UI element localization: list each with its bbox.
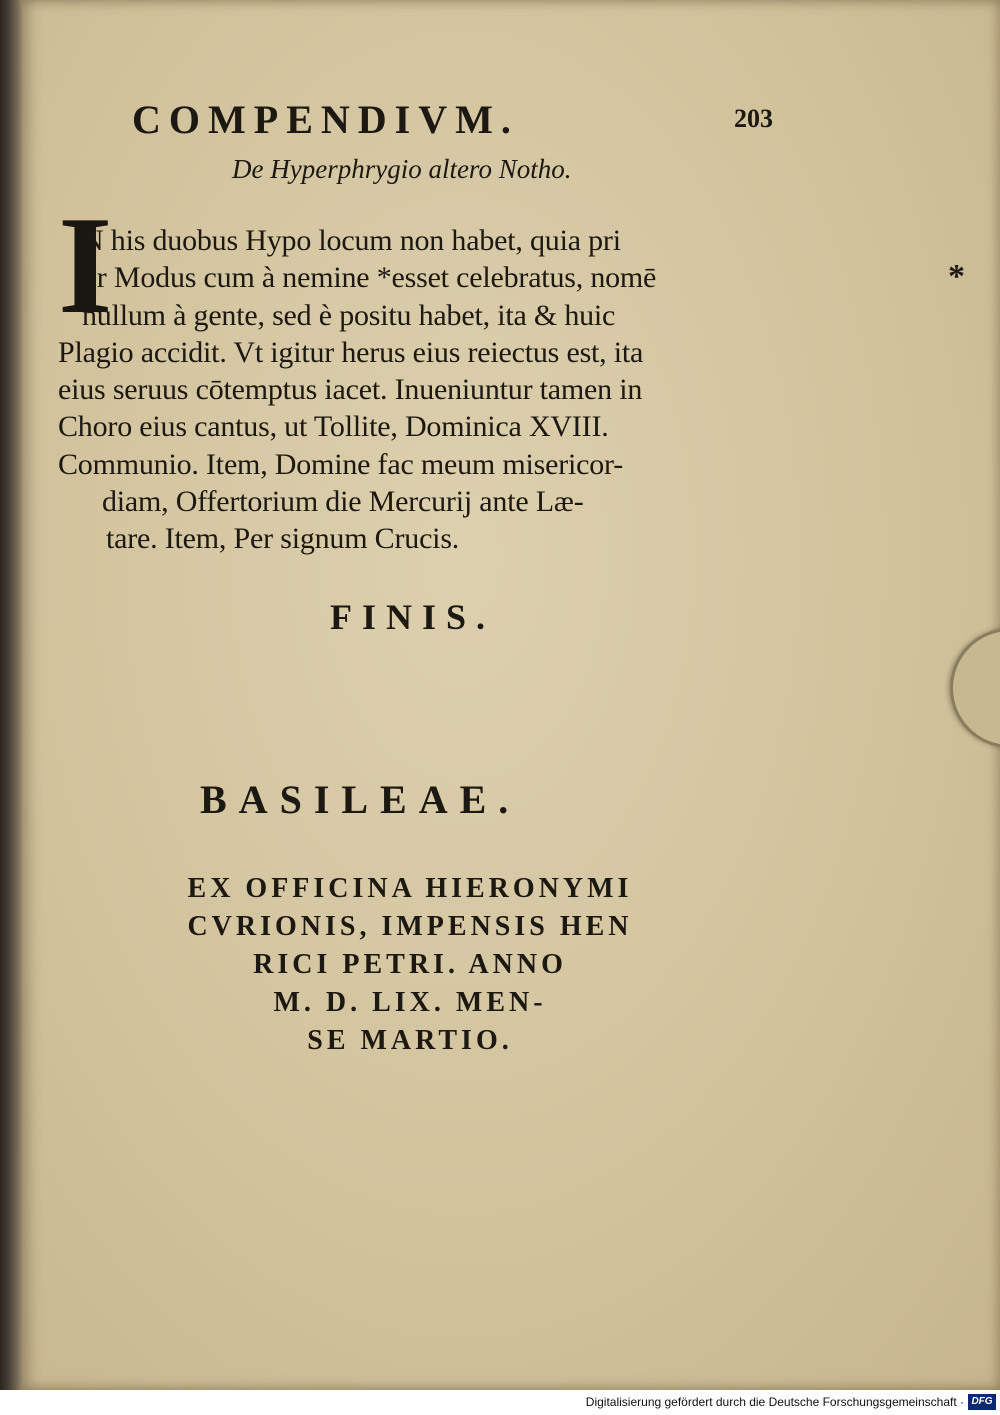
body-paragraph <box>58 222 798 558</box>
imprint-line: CVRIONIS, IMPENSIS HEN <box>187 911 633 942</box>
imprint-block <box>100 870 720 1060</box>
book-gutter <box>0 0 24 1390</box>
imprint-place: BASILEAE. <box>200 777 521 822</box>
drop-cap-initial: I <box>58 188 113 343</box>
imprint-line: SE MARTIO. <box>307 1025 513 1056</box>
margin-asterisk: * <box>948 258 965 295</box>
page-number: 203 <box>734 104 773 133</box>
body-line: or Modus cum à nemine *esset celebratus, nomē <box>82 261 657 295</box>
imprint-line: EX OFFICINA HIERONYMI <box>187 873 633 904</box>
section-subtitle: De Hyperphrygio altero Notho. <box>232 154 572 184</box>
body-line: diam, Offertorium die Mercurij ante Læ- <box>102 485 584 519</box>
body-line: nullum à gente, sed è positu habet, ita & huic <box>82 298 616 332</box>
body-line: Communio. Item, Domine fac meum misericor- <box>58 447 624 481</box>
body-line: Choro eius cantus, ut Tollite, Dominica XVIII. <box>58 410 609 444</box>
body-line: eius seruus cōtemptus iacet. Inueniuntur tamen in <box>58 373 643 407</box>
running-head: COMPENDIVM. <box>132 97 519 142</box>
imprint-line: M. D. LIX. MEN- <box>273 987 547 1018</box>
body-line: Plagio accidit. Vt igitur herus eius reiectus est, ita <box>58 335 644 369</box>
body-line: N his duobus Hypo locum non habet, quia pri <box>82 224 621 257</box>
dfg-logo: DFG <box>968 1394 996 1410</box>
body-line: tare. Item, Per signum Crucis. <box>106 522 460 556</box>
book-page <box>22 0 1000 1390</box>
finis-heading: FINIS. <box>330 597 496 637</box>
imprint-line: RICI PETRI. ANNO <box>253 949 567 980</box>
digitization-credit: Digitalisierung gefördert durch die Deutsche Forschungsgemeinschaft · <box>585 1395 964 1409</box>
